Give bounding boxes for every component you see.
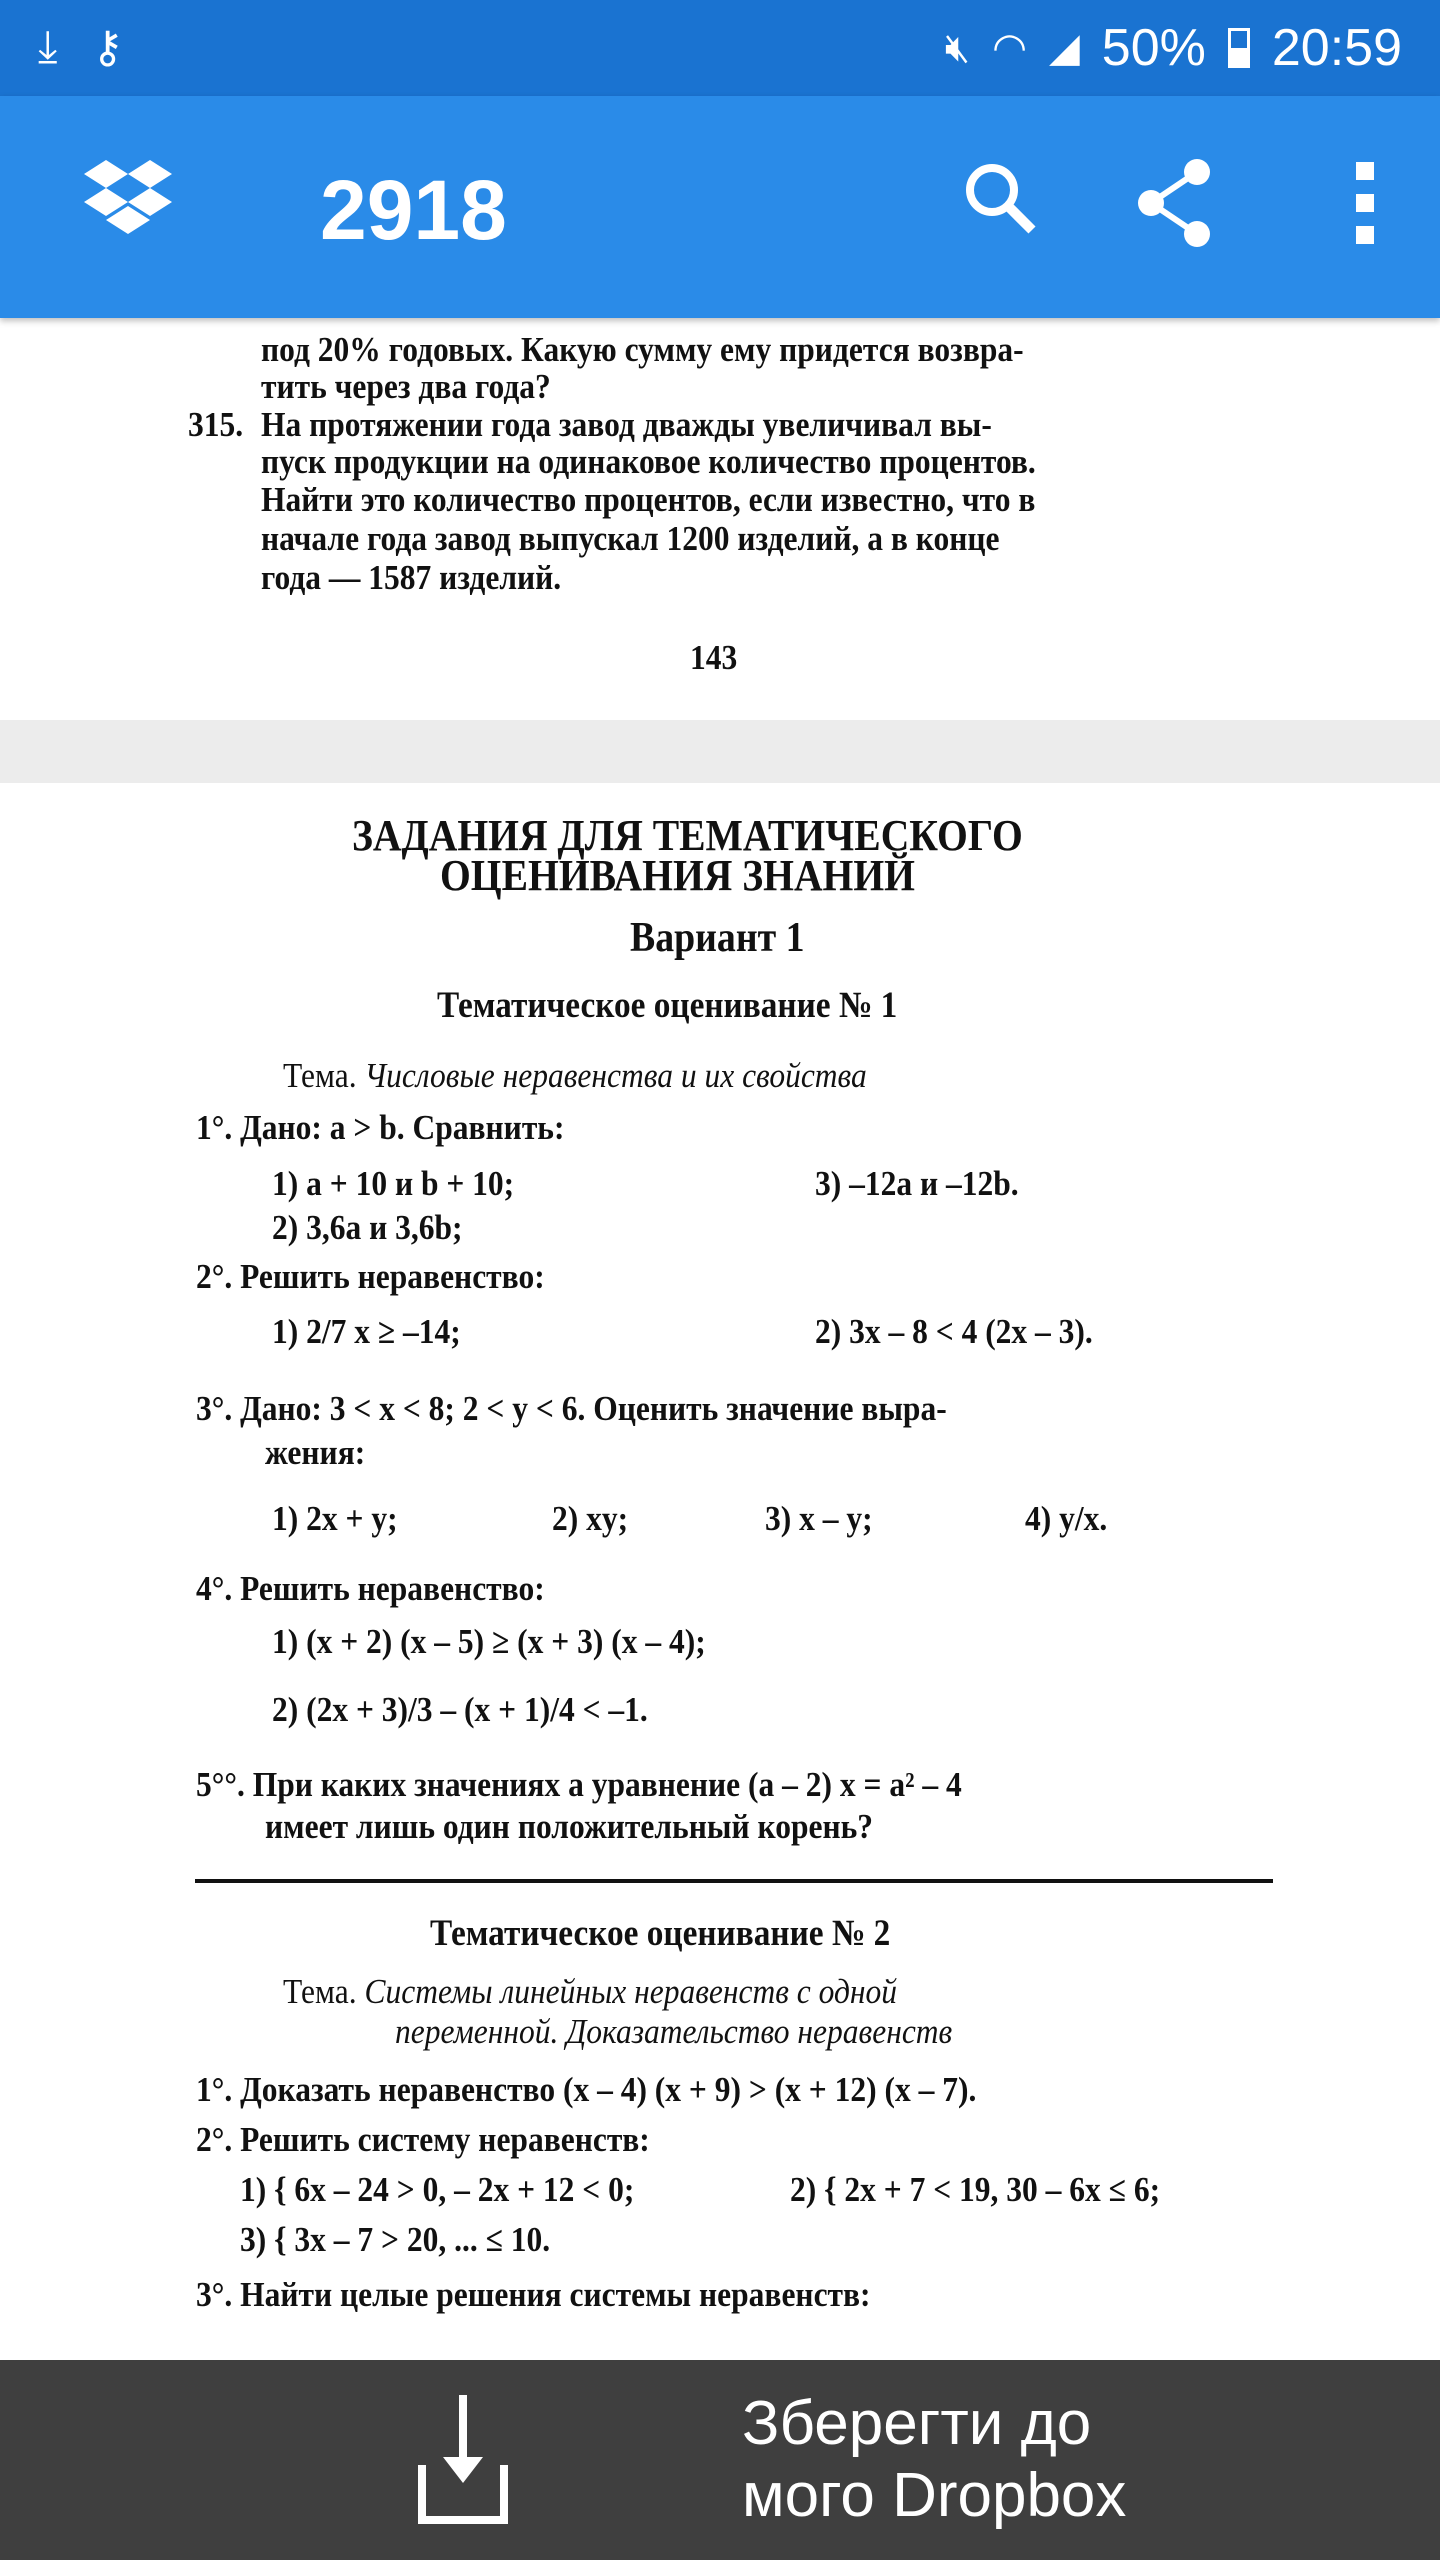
mute-icon: 🔇︎: [944, 25, 971, 70]
task-line: 1°. Доказать неравенство (x – 4) (x + 9) > (x + 12) (x – 7).: [196, 2070, 977, 2109]
status-bar: [0, 0, 1440, 96]
problem-number: 315.: [188, 405, 244, 444]
topic: Системы линейных неравенств с одной: [364, 1972, 898, 2011]
task-line: 3) –12a и –12b.: [815, 1164, 1019, 1203]
task-line: 3) x – y;: [765, 1499, 873, 1538]
dropbox-icon[interactable]: [80, 158, 176, 248]
topic-label: Тема.: [283, 1972, 357, 2011]
more-icon[interactable]: [1350, 158, 1380, 248]
wifi-icon: ◠: [992, 26, 1028, 70]
task-line: 2) 3x – 8 < 4 (2x – 3).: [815, 1312, 1093, 1351]
page-separator: [0, 720, 1440, 783]
task-line: 5°°. При каких значениях a уравнение (a – 2) x = a² – 4: [196, 1765, 962, 1804]
divider: [195, 1879, 1273, 1883]
text-line: На протяжении года завод дважды увеличивал вы-: [261, 405, 992, 444]
task-line: 2) 3,6a и 3,6b;: [272, 1208, 463, 1247]
text-line: Найти это количество процентов, если известно, что в: [261, 480, 1036, 519]
task-line: 1°. Дано: a > b. Сравнить:: [196, 1108, 565, 1147]
task-line: имеет лишь один положительный корень?: [265, 1807, 874, 1846]
task-line: 2°. Решить неравенство:: [196, 1257, 545, 1296]
banner-line: мого Dropbox: [742, 2461, 1127, 2530]
search-icon[interactable]: [960, 158, 1040, 238]
task-line: 2) { 2x + 7 < 19, 30 – 6x ≤ 6;: [790, 2170, 1161, 2209]
topic-label: Тема.: [283, 1056, 357, 1095]
text-line: года — 1587 изделий.: [261, 558, 562, 597]
task-line: жения:: [265, 1433, 366, 1472]
task-line: 4) y/x.: [1025, 1499, 1108, 1538]
download-icon: [418, 2395, 508, 2525]
battery-percent: 50%: [1101, 19, 1206, 77]
download-icon: ⤓: [38, 22, 58, 71]
section-heading: ОЦЕНИВАНИЯ ЗНАНИЙ: [440, 851, 915, 900]
app-bar: [0, 96, 1440, 318]
variant-title: Вариант 1: [630, 915, 805, 961]
battery-icon: [1228, 28, 1250, 68]
task-line: 3°. Дано: 3 < x < 8; 2 < y < 6. Оценить значение выра-: [196, 1389, 947, 1428]
text-line: тить через два года?: [261, 367, 551, 406]
task-line: 1) (x + 2) (x – 5) ≥ (x + 3) (x – 4);: [272, 1622, 706, 1661]
subsection-title: Тематическое оценивание № 2: [430, 1913, 891, 1954]
file-title: 2918: [320, 163, 507, 257]
signal-icon: ◢: [1049, 26, 1080, 70]
section-heading: ЗАДАНИЯ ДЛЯ ТЕМАТИЧЕСКОГО: [352, 811, 1023, 860]
key-icon: ⚷: [91, 23, 124, 72]
task-line: 1) 2/7 x ≥ –14;: [272, 1312, 461, 1351]
text-line: под 20% годовых. Какую сумму ему придется возвра-: [261, 330, 1024, 369]
task-line: 2) xy;: [552, 1499, 629, 1538]
task-line: 2°. Решить систему неравенств:: [196, 2120, 650, 2159]
task-line: 3) { 3x – 7 > 20, ... ≤ 10.: [240, 2220, 551, 2259]
task-line: 3°. Найти целые решения системы неравенств:: [196, 2275, 871, 2314]
task-line: 4°. Решить неравенство:: [196, 1569, 545, 1608]
task-line: 2) (2x + 3)/3 – (x + 1)/4 < –1.: [272, 1690, 648, 1729]
task-line: 1) a + 10 и b + 10;: [272, 1164, 515, 1203]
topic: переменной. Доказательство неравенств: [395, 2012, 953, 2051]
page-number: 143: [690, 638, 738, 677]
subsection-title: Тематическое оценивание № 1: [437, 985, 898, 1026]
task-line: 1) 2x + y;: [272, 1499, 398, 1538]
clock: 20:59: [1271, 19, 1402, 77]
share-icon[interactable]: [1135, 158, 1215, 248]
task-line: 1) { 6x – 24 > 0, – 2x + 12 < 0;: [240, 2170, 635, 2209]
text-line: начале года завод выпускал 1200 изделий, а в конце: [261, 519, 1000, 558]
banner-line: Зберегти до: [742, 2389, 1092, 2458]
text-line: пуск продукции на одинаковое количество процентов.: [261, 442, 1036, 481]
topic: Числовые неравенства и их свойства: [364, 1056, 867, 1095]
save-to-dropbox-label[interactable]: [742, 2388, 1126, 2532]
save-to-dropbox-banner[interactable]: [0, 2360, 1440, 2560]
